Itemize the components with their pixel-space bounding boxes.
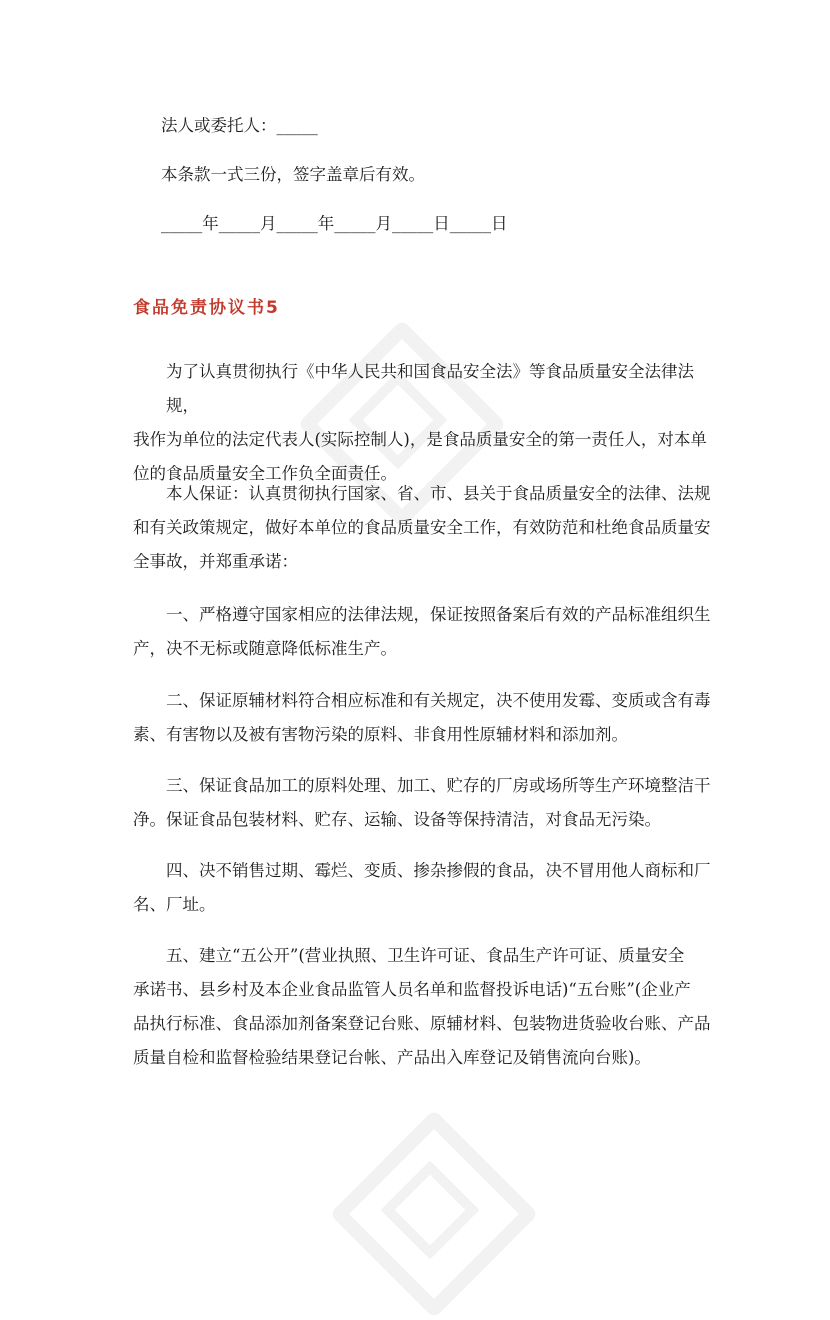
paragraph-intro bbox=[133, 355, 718, 491]
paragraph-line: 品执行标准、食品添加剂备案登记台账、原辅材料、包装物进货验收台账、产品 bbox=[133, 1014, 711, 1033]
paragraph-guarantee bbox=[133, 477, 718, 579]
paragraph-line: 承诺书、县乡村及本企业食品监管人员名单和监督投诉电话)“五台账”(企业产 bbox=[133, 980, 691, 999]
paragraph-line: 全事故，并郑重承诺： bbox=[133, 552, 298, 571]
copies-note: 本条款一式三份，签字盖章后有效。 bbox=[161, 165, 425, 184]
paragraph-line: 四、决不销售过期、霉烂、变质、掺杂掺假的食品，决不冒用他人商标和厂 bbox=[166, 861, 711, 880]
paragraph-line: 三、保证食品加工的原料处理、加工、贮存的厂房或场所等生产环境整洁干 bbox=[166, 776, 711, 795]
paragraph-line: 和有关政策规定，做好本单位的食品质量安全工作，有效防范和杜绝食品质量安 bbox=[133, 518, 711, 537]
paragraph-line: 素、有害物以及被有害物污染的原料、非食用性原辅材料和添加剂。 bbox=[133, 725, 628, 744]
section-title: 食品免责协议书5 bbox=[133, 298, 280, 318]
paragraph-item-2 bbox=[133, 684, 718, 752]
paragraph-line: 净。保证食品包装材料、贮存、运输、设备等保持清洁，对食品无污染。 bbox=[133, 810, 661, 829]
paragraph-line: 质量自检和监督检验结果登记台帐、产品出入库登记及销售流向台账)。 bbox=[133, 1048, 651, 1067]
paragraph-item-5 bbox=[133, 939, 718, 1075]
watermark-logo-bottom bbox=[300, 1080, 540, 1320]
paragraph-line: 二、保证原辅材料符合相应标准和有关规定，决不使用发霉、变质或含有毒 bbox=[166, 691, 711, 710]
paragraph-line: 我作为单位的法定代表人(实际控制人)，是食品质量安全的第一责任人，对本单 bbox=[133, 430, 707, 449]
paragraph-line: 位的食品质量安全工作负全面责任。 bbox=[133, 464, 397, 483]
legal-representative-line: 法人或委托人：_____ bbox=[161, 116, 318, 135]
paragraph-item-4 bbox=[133, 854, 718, 922]
paragraph-line: 本人保证：认真贯彻执行国家、省、市、县关于食品质量安全的法律、法规 bbox=[166, 484, 711, 503]
paragraph-line: 五、建立“五公开”(营业执照、卫生许可证、食品生产许可证、质量安全 bbox=[166, 946, 685, 965]
date-line: _____年_____月_____年_____月_____日_____日 bbox=[161, 214, 508, 233]
paragraph-line: 为了认真贯彻执行《中华人民共和国食品安全法》等食品质量安全法律法规， bbox=[166, 362, 694, 415]
paragraph-line: 名、厂址。 bbox=[133, 895, 216, 914]
paragraph-item-1 bbox=[133, 598, 718, 666]
paragraph-line: 一、严格遵守国家相应的法律法规，保证按照备案后有效的产品标准组织生 bbox=[166, 605, 711, 624]
paragraph-item-3 bbox=[133, 769, 718, 837]
paragraph-line: 产，决不无标或随意降低标准生产。 bbox=[133, 639, 397, 658]
